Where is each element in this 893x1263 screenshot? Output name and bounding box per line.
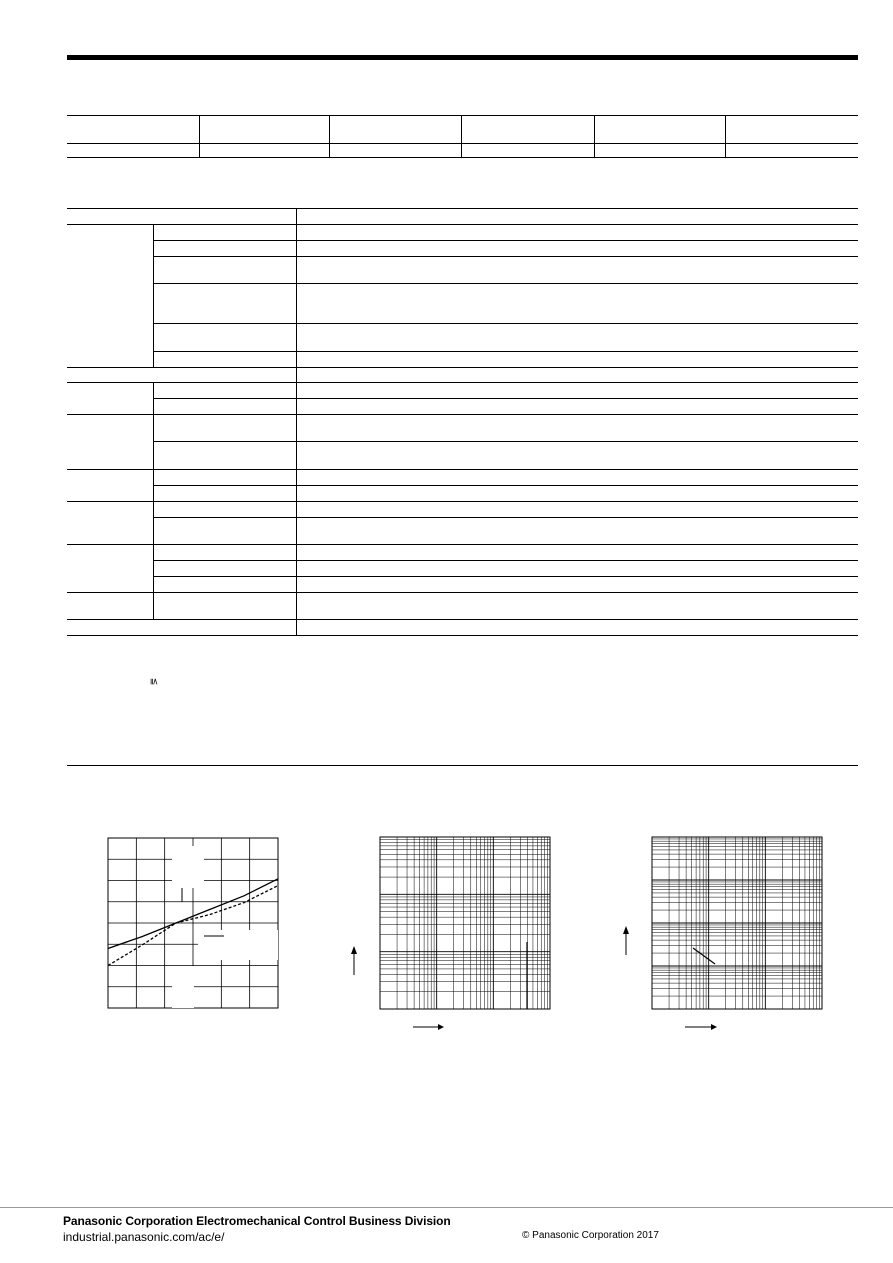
label-gap — [198, 930, 278, 960]
chart-3 — [615, 830, 830, 1040]
footer-rule — [0, 1207, 893, 1208]
chart-1 — [100, 830, 290, 1020]
y-axis-arrowhead — [351, 946, 357, 954]
chart-2 — [340, 830, 560, 1040]
plot-frame — [380, 837, 550, 1009]
footer-url[interactable]: industrial.panasonic.com/ac/e/ — [63, 1230, 225, 1244]
x-axis-arrowhead — [438, 1024, 444, 1030]
label-gap — [172, 846, 204, 888]
footer-company: Panasonic Corporation Electromechanical Control Business Division — [63, 1214, 451, 1228]
footer-copyright: © Panasonic Corporation 2017 — [522, 1230, 659, 1241]
header-rule — [67, 55, 858, 60]
x-axis-arrowhead — [711, 1024, 717, 1030]
section-divider — [67, 765, 858, 766]
y-axis-arrowhead — [623, 926, 629, 934]
label-gap — [172, 966, 194, 1008]
summary-table — [67, 115, 858, 158]
leq-symbol: ≦ — [149, 677, 160, 686]
